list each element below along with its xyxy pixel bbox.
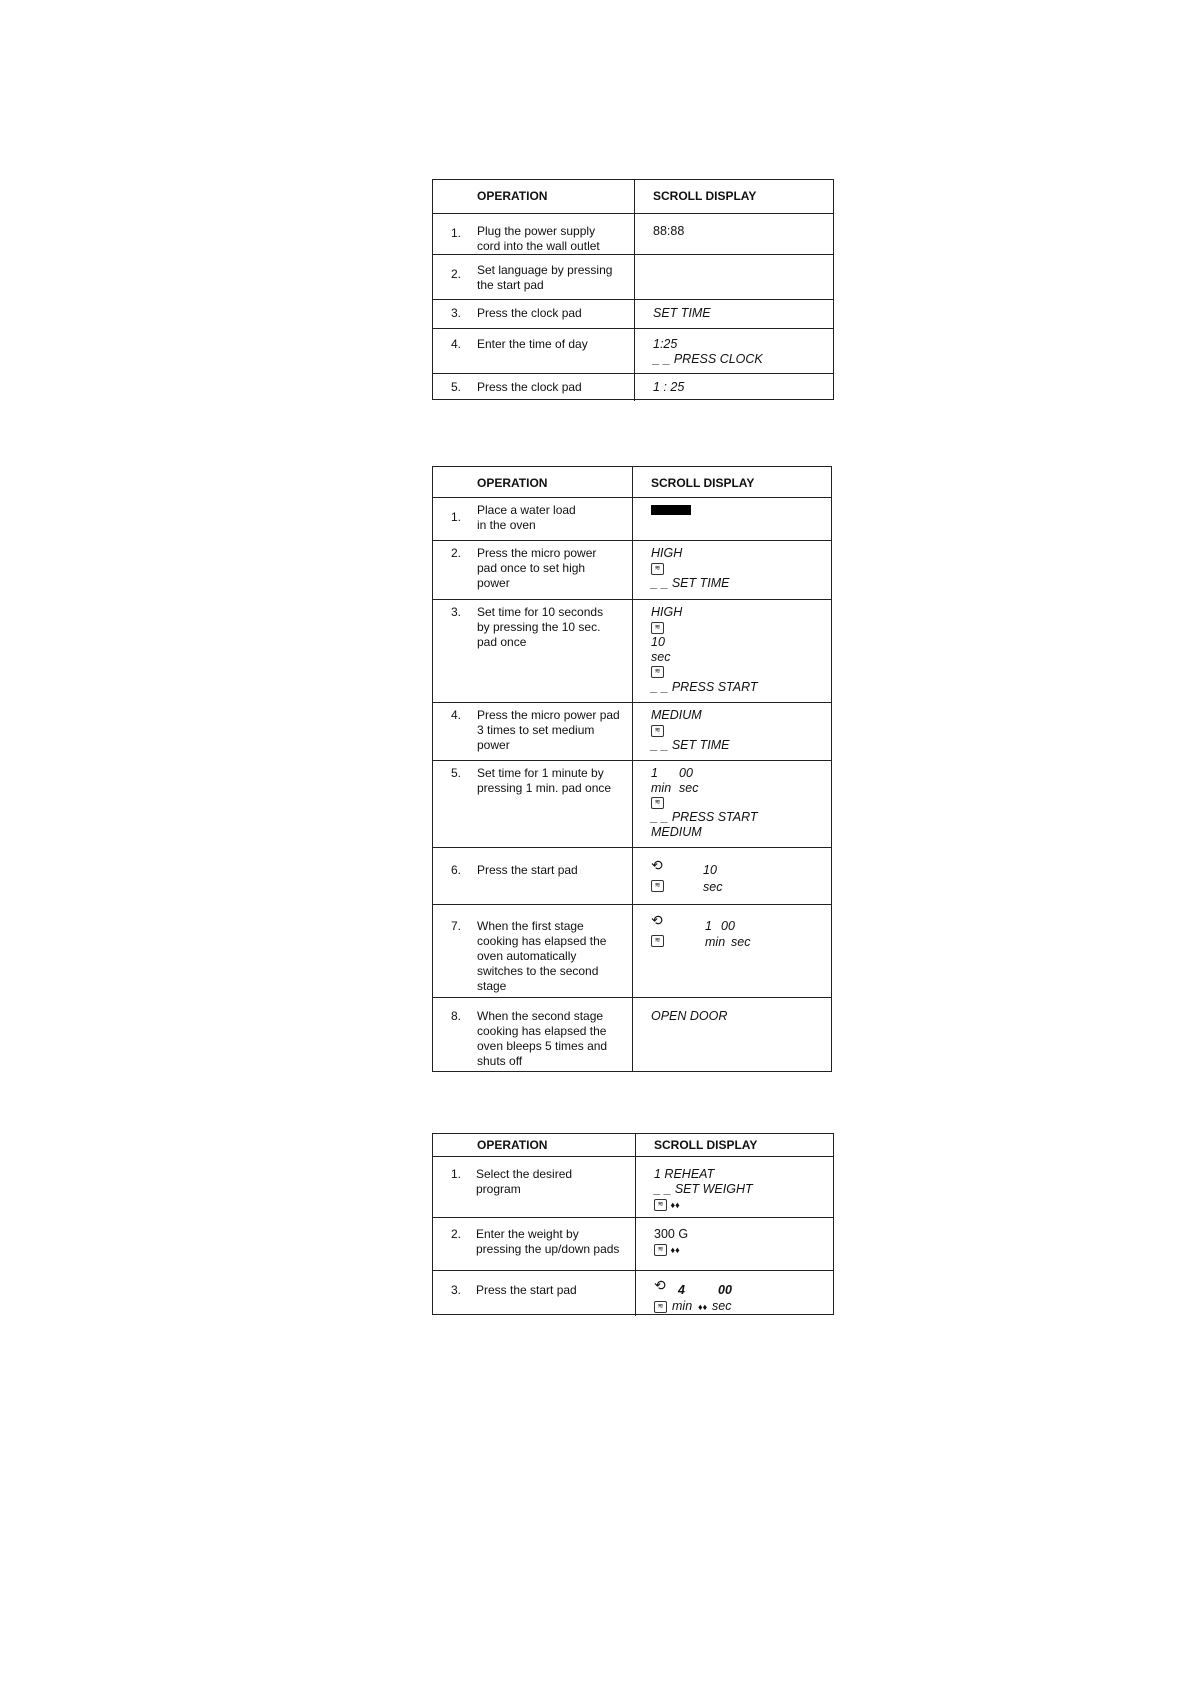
water-load-bar — [651, 505, 691, 515]
display-text: 1:25 — [653, 337, 678, 351]
operation-text: Press the clock pad — [477, 380, 582, 394]
operation-text: Set language by pressing the start pad — [477, 263, 613, 292]
microwave-power-icon: ≋ — [651, 935, 664, 947]
display-text: 00 — [721, 919, 735, 933]
display-text: sec — [679, 781, 699, 795]
display-text: sec — [712, 1299, 732, 1313]
scroll-display-header: SCROLL DISPLAY — [653, 189, 757, 203]
table-row — [433, 1156, 833, 1217]
step-number: 3. — [451, 1283, 462, 1297]
turntable-icon: ⟲ — [654, 1277, 666, 1293]
microwave-power-icon: ≋ — [651, 797, 664, 809]
display-text: 10 — [651, 635, 665, 649]
operation-text: Press the micro power pad once to set high power — [477, 546, 597, 590]
step-number: 7. — [451, 919, 462, 933]
step-number: 1. — [451, 510, 462, 524]
display-text: sec — [703, 880, 723, 894]
display-text: 1 REHEAT — [654, 1167, 715, 1181]
table-row — [433, 213, 833, 254]
display-text: 10 — [703, 863, 717, 877]
display-text: HIGH — [651, 546, 683, 560]
display-text: 88:88 — [653, 224, 685, 238]
operation-text: Plug the power supply cord into the wall outlet — [477, 224, 600, 253]
table-row — [433, 847, 831, 904]
step-number: 4. — [451, 337, 462, 351]
display-text: _ _ SET TIME — [651, 576, 730, 590]
reheat-drops-icon: ♦♦ — [670, 1200, 680, 1210]
reheat-program-table — [432, 1133, 834, 1315]
two-stage-cooking-table — [432, 466, 832, 1072]
display-text: 300 G — [654, 1227, 689, 1241]
scroll-display-header: SCROLL DISPLAY — [654, 1138, 758, 1152]
table-row — [433, 702, 831, 760]
step-number: 2. — [451, 546, 462, 560]
microwave-power-icon: ≋ — [651, 666, 664, 678]
operation-text: When the second stage cooking has elapsed the oven bleeps 5 times and shuts off — [477, 1009, 608, 1068]
operation-text: Set time for 10 seconds by pressing the 10 sec. pad once — [477, 605, 604, 649]
step-number: 1. — [451, 226, 462, 240]
step-number: 3. — [451, 605, 462, 619]
table-row — [433, 1217, 833, 1270]
microwave-power-icon: ≋ — [654, 1244, 667, 1256]
display-text: OPEN DOOR — [651, 1009, 728, 1023]
step-number: 6. — [451, 863, 462, 877]
table-row — [433, 904, 831, 997]
display-text: 4 — [678, 1283, 685, 1297]
operation-header: OPERATION — [477, 189, 548, 203]
display-text: _ _ PRESS CLOCK — [653, 352, 763, 366]
step-number: 8. — [451, 1009, 462, 1023]
reheat-drops-icon: ♦♦ — [698, 1302, 708, 1312]
scroll-display-header: SCROLL DISPLAY — [651, 476, 755, 490]
display-text: HIGH — [651, 605, 683, 619]
table-row — [433, 497, 831, 540]
table-header — [433, 1134, 833, 1156]
clock-setting-table — [432, 179, 834, 400]
step-number: 5. — [451, 380, 462, 394]
display-text: _ _ PRESS START — [651, 680, 758, 694]
display-text: min — [651, 781, 672, 795]
operation-text: When the first stage cooking has elapsed the oven automatically switches to the second stage — [477, 919, 607, 993]
table-header — [433, 180, 833, 213]
table-row — [433, 254, 833, 299]
microwave-power-icon: ≋ — [651, 622, 664, 634]
microwave-power-icon: ≋ — [654, 1301, 667, 1313]
operation-text: Press the start pad — [477, 863, 578, 877]
display-text: 1 : 25 — [653, 380, 685, 394]
display-text: _ _ SET TIME — [651, 738, 730, 752]
display-text: _ _ PRESS START — [651, 810, 758, 824]
display-text: sec — [731, 935, 751, 949]
display-text: SET TIME — [653, 306, 711, 320]
operation-header: OPERATION — [477, 476, 548, 490]
operation-text: Press the clock pad — [477, 306, 582, 320]
table-row — [433, 760, 831, 847]
table-header — [433, 467, 831, 497]
table-row — [433, 328, 833, 373]
turntable-icon: ⟲ — [651, 912, 663, 928]
display-text: 1 — [705, 919, 712, 933]
step-number: 2. — [451, 267, 462, 281]
step-number: 4. — [451, 708, 462, 722]
display-text: MEDIUM — [651, 825, 702, 839]
operation-text: Press the micro power pad 3 times to set medium power — [477, 708, 620, 752]
table-row — [433, 299, 833, 328]
microwave-power-icon: ≋ — [654, 1199, 667, 1211]
turntable-icon: ⟲ — [651, 857, 663, 873]
operation-text: Enter the weight by pressing the up/down pads — [476, 1227, 620, 1256]
step-number: 5. — [451, 766, 462, 780]
operation-text: Enter the time of day — [477, 337, 588, 351]
microwave-power-icon: ≋ — [651, 563, 664, 575]
operation-text: Set time for 1 minute by pressing 1 min. pad once — [477, 766, 612, 795]
step-number: 2. — [451, 1227, 462, 1241]
microwave-power-icon: ≋ — [651, 725, 664, 737]
display-text: 00 — [718, 1283, 732, 1297]
table-row — [433, 373, 833, 401]
display-text: sec — [651, 650, 671, 664]
display-text: MEDIUM — [651, 708, 702, 722]
display-text: 00 — [679, 766, 693, 780]
operation-text: Place a water load in the oven — [477, 503, 576, 532]
display-text: min — [705, 935, 726, 949]
operation-text: Press the start pad — [476, 1283, 577, 1297]
table-row — [433, 599, 831, 702]
table-row — [433, 540, 831, 599]
display-text: _ _ SET WEIGHT — [654, 1182, 753, 1196]
microwave-power-icon: ≋ — [651, 880, 664, 892]
step-number: 1. — [451, 1167, 462, 1181]
display-text: 1 — [651, 766, 658, 780]
table-row — [433, 1270, 833, 1316]
step-number: 3. — [451, 306, 462, 320]
operation-text: Select the desired program — [476, 1167, 573, 1196]
reheat-drops-icon: ♦♦ — [670, 1245, 680, 1255]
table-row — [433, 997, 831, 1071]
operation-header: OPERATION — [477, 1138, 548, 1152]
display-text: min — [672, 1299, 693, 1313]
